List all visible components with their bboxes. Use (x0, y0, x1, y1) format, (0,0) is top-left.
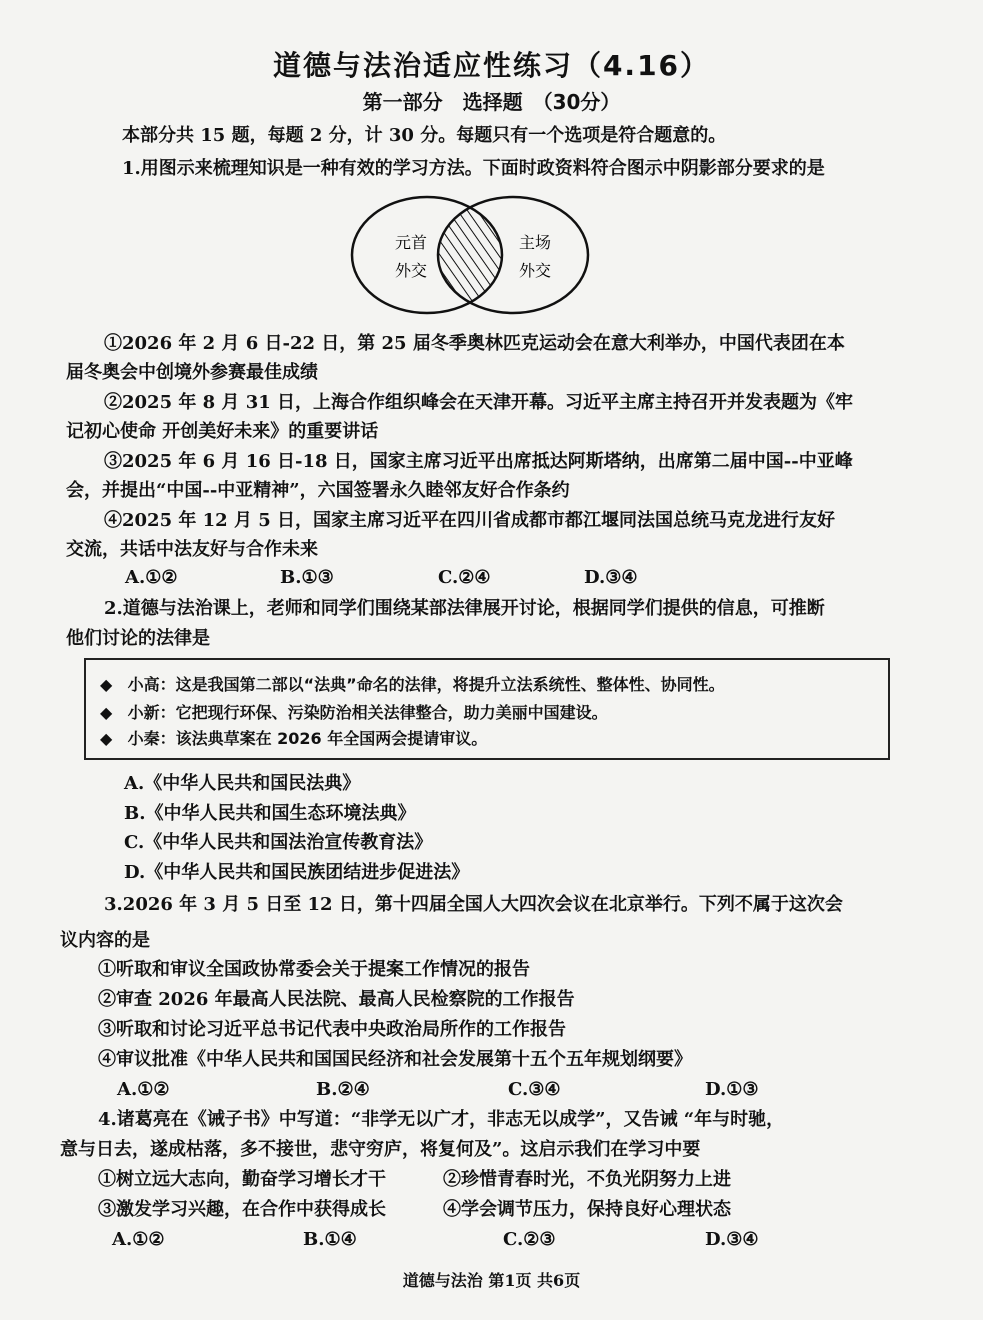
venn-diagram (345, 190, 595, 320)
q2-box-text-3: 小秦：该法典草案在 2026 年全国两会提请审议。 (127, 729, 488, 748)
diamond-bullet-icon: ◆ (100, 703, 113, 722)
q4-item-1: ①树立远大志向，勤奋学习增长才干 (98, 1169, 386, 1190)
q2-stem-1: 2.道德与法治课上，老师和同学们围绕某部法律展开讨论，根据同学们提供的信息，可推断 (104, 598, 825, 619)
q4-option-d[interactable]: D.③④ (705, 1229, 759, 1250)
q3-item-4: ④审议批准《中华人民共和国国民经济和社会发展第十五个五年规划纲要》 (98, 1049, 692, 1070)
q2-box-line-1 (100, 672, 725, 695)
q1-option-c[interactable]: C.②④ (438, 567, 491, 588)
q2-option-a[interactable]: A.《中华人民共和国民法典》 (124, 773, 361, 794)
instructions: 本部分共 15 题，每题 2 分，计 30 分。每题只有一个选项是符合题意的。 (122, 125, 727, 146)
q1-option-a[interactable]: A.①② (125, 567, 178, 588)
q1-item-2a: ②2025 年 8 月 31 日，上海合作组织峰会在天津开幕。习近平主席主持召开并发表题为《牢 (104, 392, 854, 413)
q2-box-line-2 (100, 700, 608, 723)
q1-item-3a: ③2025 年 6 月 16 日-18 日，国家主席习近平出席抵达阿斯塔纳，出席第二届中国--中亚峰 (104, 451, 853, 472)
q2-option-c[interactable]: C.《中华人民共和国法治宣传教育法》 (124, 832, 433, 853)
page-footer: 道德与法治 第1页 共6页 (402, 1271, 581, 1290)
q4-stem-2: 意与日去，遂成枯落，多不接世，悲守穷庐，将复何及”。这启示我们在学习中要 (60, 1139, 701, 1160)
q2-stem-2: 他们讨论的法律是 (66, 628, 210, 649)
section-heading: 第一部分 选择题 （30分） (362, 90, 621, 114)
q1-option-d[interactable]: D.③④ (584, 567, 638, 588)
q2-box-text-1: 小高：这是我国第二部以“法典”命名的法律，将提升立法系统性、整体性、协同性。 (127, 675, 725, 694)
q2-info-box (84, 658, 890, 760)
q4-option-a[interactable]: A.①② (112, 1229, 165, 1250)
q4-item-2: ②珍惜青春时光，不负光阴努力上进 (443, 1169, 731, 1190)
venn-right-label-1: 主场 (519, 233, 552, 252)
q1-item-2b: 记初心使命 开创美好未来》的重要讲话 (66, 421, 379, 442)
q3-option-b[interactable]: B.②④ (316, 1079, 370, 1100)
q3-stem-1: 3.2026 年 3 月 5 日至 12 日，第十四届全国人大四次会议在北京举行。下列不属于这次会 (104, 894, 843, 915)
q3-item-3: ③听取和讨论习近平总书记代表中央政治局所作的工作报告 (98, 1019, 566, 1040)
q1-stem: 1.用图示来梳理知识是一种有效的学习方法。下面时政资料符合图示中阴影部分要求的是 (122, 158, 825, 179)
q3-stem-2: 议内容的是 (60, 930, 150, 951)
q4-option-b[interactable]: B.①④ (303, 1229, 357, 1250)
q1-item-1b: 届冬奥会中创境外参赛最佳成绩 (66, 362, 318, 383)
venn-right-label-2: 外交 (519, 261, 552, 280)
page-title: 道德与法治适应性练习（4.16） (272, 49, 711, 82)
q1-item-1a: ①2026 年 2 月 6 日-22 日，第 25 届冬季奥林匹克运动会在意大利举办，中国代表团在本 (104, 333, 845, 354)
q3-option-c[interactable]: C.③④ (508, 1079, 561, 1100)
q1-item-4b: 交流，共话中法友好与合作未来 (66, 539, 318, 560)
q2-box-line-3 (100, 726, 487, 749)
q1-item-3b: 会，并提出“中国--中亚精神”，六国签署永久睦邻友好合作条约 (66, 480, 570, 501)
diamond-bullet-icon: ◆ (100, 675, 113, 694)
venn-left-label-1: 元首 (395, 233, 428, 252)
q1-option-b[interactable]: B.①③ (280, 567, 334, 588)
venn-left-label-2: 外交 (395, 261, 428, 280)
q1-item-4a: ④2025 年 12 月 5 日，国家主席习近平在四川省成都市都江堰同法国总统马克龙进行友好 (104, 510, 836, 531)
q3-item-2: ②审查 2026 年最高人民法院、最高人民检察院的工作报告 (98, 989, 575, 1010)
q4-item-3: ③激发学习兴趣，在合作中获得成长 (98, 1199, 386, 1220)
q3-item-1: ①听取和审议全国政协常委会关于提案工作情况的报告 (98, 959, 530, 980)
q4-stem-1: 4.诸葛亮在《诫子书》中写道：“非学无以广才，非志无以成学”，又告诫 “年与时驰， (98, 1109, 785, 1130)
diamond-bullet-icon: ◆ (100, 729, 113, 748)
q2-option-d[interactable]: D.《中华人民共和国民族团结进步促进法》 (124, 862, 470, 883)
q4-option-c[interactable]: C.②③ (503, 1229, 556, 1250)
q4-item-4: ④学会调节压力，保持良好心理状态 (443, 1199, 731, 1220)
q2-option-b[interactable]: B.《中华人民共和国生态环境法典》 (124, 803, 416, 824)
q2-box-text-2: 小新：它把现行环保、污染防治相关法律整合，助力美丽中国建设。 (127, 703, 608, 722)
q3-option-a[interactable]: A.①② (117, 1079, 170, 1100)
q3-option-d[interactable]: D.①③ (705, 1079, 759, 1100)
